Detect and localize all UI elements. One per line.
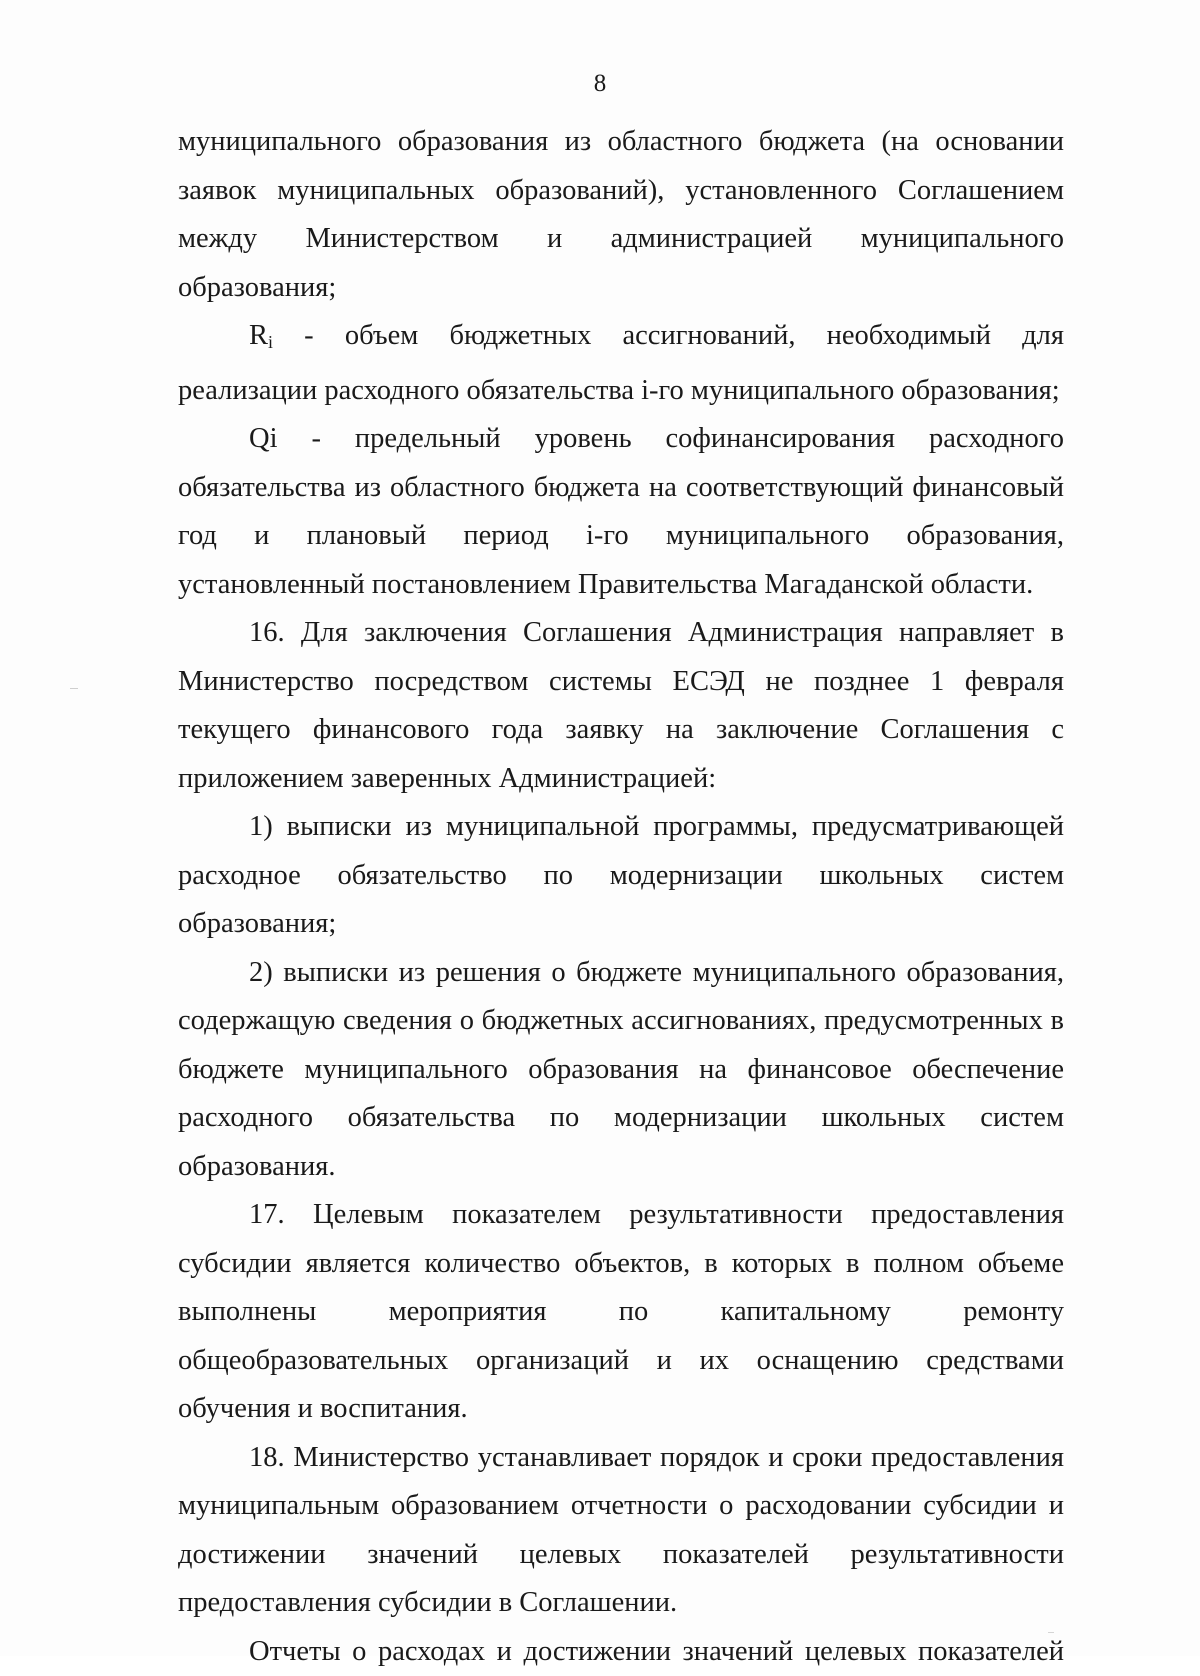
variable-r: R	[249, 320, 268, 351]
paragraph-18: 18. Министерство устанавливает порядок и сроки предоставления муниципальным образованием отчетности о расходовании субсидии и достижении значений целевых показателей результативности предоставления субсидии в Соглашении.	[178, 1434, 1064, 1628]
page-number: 8	[0, 70, 1200, 98]
list-item-1: 1) выписки из муниципальной программы, предусматривающей расходное обязательство по модернизации школьных систем образования;	[178, 803, 1064, 949]
ri-definition-text: - объем бюджетных ассигнований, необходимый для реализации расходного обязательства i-го муниципального образования;	[178, 320, 1064, 406]
paragraph-qi-definition: Qi - предельный уровень софинансирования расходного обязательства из областного бюджета на соответствующий финансовый год и плановый период i-го муниципального образования, установленный постановлением Правительства Магаданской области.	[178, 415, 1064, 609]
paragraph-ri-definition	[178, 312, 1064, 415]
list-item-2: 2) выписки из решения о бюджете муниципального образования, содержащую сведения о бюджетных ассигнованиях, предусмотренных в бюджете муниципального образования на финансовое обеспечение расходного обязательства по модернизации школьных систем образования.	[178, 949, 1064, 1192]
scan-artifact-mark	[1048, 1632, 1054, 1633]
paragraph-reports: Отчеты о расходах и достижении значений целевых показателей	[178, 1628, 1064, 1676]
document-body	[178, 118, 1064, 1676]
paragraph-17: 17. Целевым показателем результативности предоставления субсидии является количество объектов, в которых в полном объеме выполнены мероприятия по капитальному ремонту общеобразовательных организаций и их оснащению средствами обучения и воспитания.	[178, 1191, 1064, 1434]
paragraph-16: 16. Для заключения Соглашения Администрация направляет в Министерство посредством системы ЕСЭД не позднее 1 февраля текущего финансового года заявку на заключение Соглашения с приложением заверенных Администрацией:	[178, 609, 1064, 803]
scan-artifact-mark	[70, 688, 78, 689]
variable-r-subscript: i	[268, 332, 273, 352]
paragraph-continuation: муниципального образования из областного бюджета (на основании заявок муниципальных образований), установленного Соглашением между Министерством и администрацией муниципального образования;	[178, 118, 1064, 312]
